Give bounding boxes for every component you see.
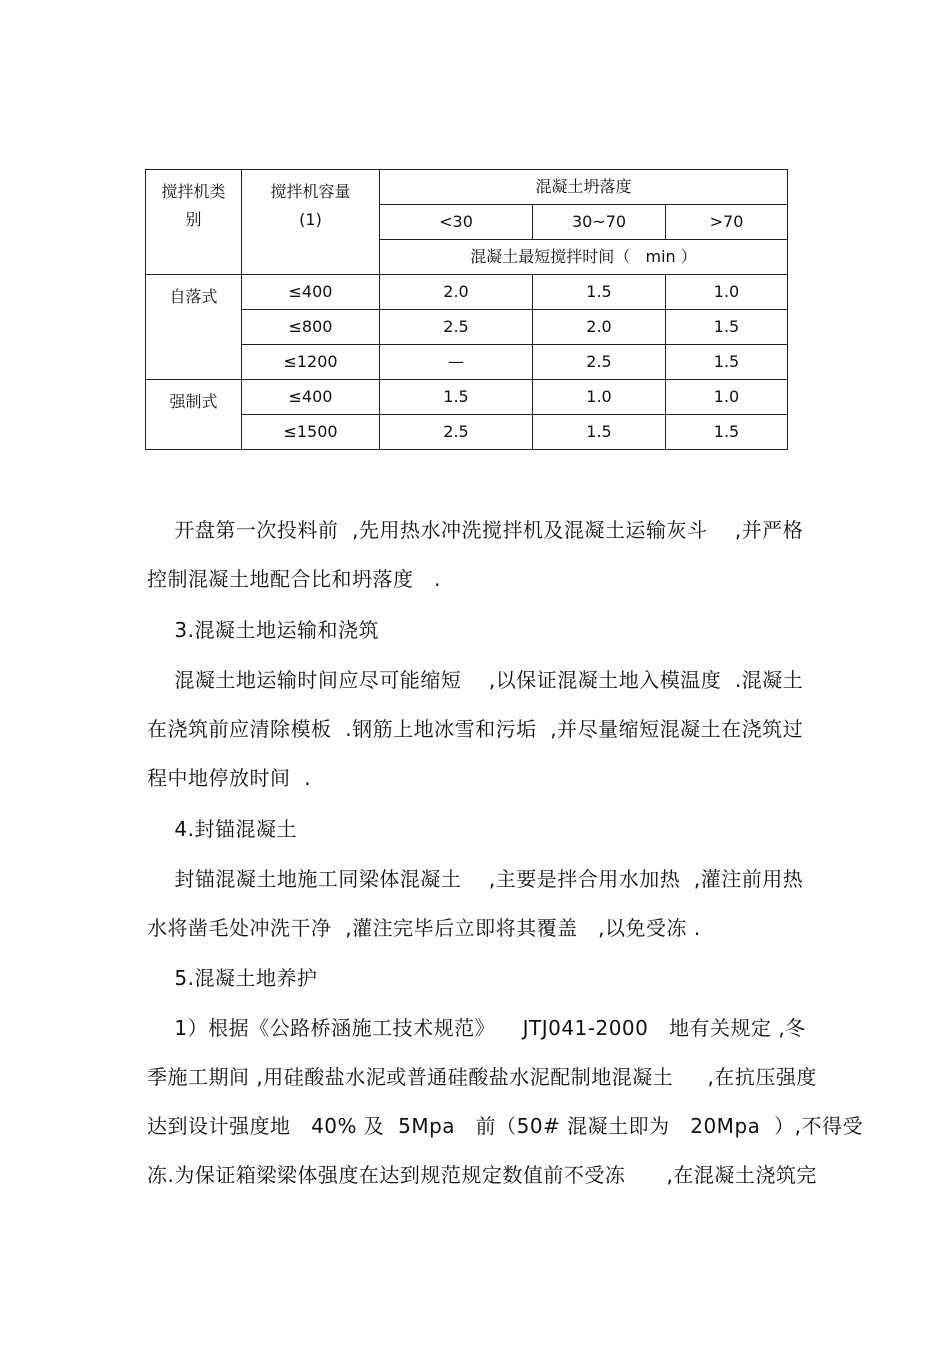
time-cell: 1.0	[533, 380, 666, 415]
time-cell: 1.5	[666, 415, 788, 450]
text-line: 季施工期间 ,用硅酸盐水泥或普通硅酸盐水泥配制地混凝土 ,在抗压强度	[147, 1065, 817, 1089]
time-cell: 1.0	[666, 380, 788, 415]
table-row	[146, 380, 788, 415]
section-heading: 3.混凝土地运输和浇筑	[147, 618, 380, 642]
time-cell: 1.0	[666, 275, 788, 310]
text-line: 达到设计强度地 40% 及 5Mpa 前（50# 混凝土即为 20Mpa ）,不得受	[147, 1114, 863, 1138]
text-line: 冻.为保证箱梁梁体强度在达到规范规定数值前不受冻 ,在混凝土浇筑完	[147, 1163, 817, 1187]
time-cell: —	[380, 345, 533, 380]
header-capacity-line2: (1)	[299, 210, 322, 229]
text-line: 控制混凝土地配合比和坍落度 .	[147, 567, 441, 591]
time-cell: 2.5	[533, 345, 666, 380]
table-row	[146, 415, 788, 450]
table-header-row	[146, 170, 788, 205]
table-row	[146, 275, 788, 310]
capacity-cell: ≤1500	[242, 415, 380, 450]
capacity-cell: ≤400	[242, 380, 380, 415]
text-line: 1）根据《公路桥涵施工技术规范》 JTJ041-2000 地有关规定 ,冬	[147, 1016, 806, 1040]
slump-range-cell: 30~70	[533, 205, 666, 240]
time-cell: 1.5	[666, 345, 788, 380]
mixer-type-cell: 自落式	[146, 275, 242, 380]
header-mixer-type-text: 搅拌机类别	[161, 182, 226, 229]
text-line: 混凝土地运输时间应尽可能缩短 ,以保证混凝土地入模温度 .混凝土	[147, 668, 804, 692]
section-heading: 4.封锚混凝土	[147, 817, 298, 841]
text-line: 在浇筑前应清除模板 .钢筋上地冰雪和污垢 ,并尽量缩短混凝土在浇筑过	[147, 717, 804, 741]
time-cell: 1.5	[380, 380, 533, 415]
time-cell: 1.5	[666, 310, 788, 345]
mixer-type-cell: 强制式	[146, 380, 242, 450]
text-line: 开盘第一次投料前 ,先用热水冲洗搅拌机及混凝土运输灰斗 ,并严格	[147, 518, 804, 542]
header-time-title	[380, 240, 788, 275]
text-line: 封锚混凝土地施工同梁体混凝土 ,主要是拌合用水加热 ,灌注前用热	[147, 867, 804, 891]
capacity-cell: ≤400	[242, 275, 380, 310]
section-heading: 5.混凝土地养护	[147, 966, 318, 990]
time-cell: 1.5	[533, 275, 666, 310]
paragraph-curing	[147, 1004, 863, 1200]
capacity-cell: ≤800	[242, 310, 380, 345]
paragraph-transport	[147, 656, 837, 803]
heading-transport	[147, 606, 837, 655]
mixing-time-table	[145, 169, 788, 450]
heading-anchor	[147, 805, 837, 854]
time-cell: 2.5	[380, 310, 533, 345]
heading-curing	[147, 954, 837, 1003]
text-line: 水将凿毛处冲洗干净 ,灌注完毕后立即将其覆盖 ,以免受冻 .	[147, 916, 701, 940]
header-capacity-line1: 搅拌机容量	[270, 182, 351, 201]
paragraph-prep	[147, 506, 837, 604]
header-slump-title: 混凝土坍落度	[380, 170, 788, 205]
slump-range-cell: >70	[666, 205, 788, 240]
time-cell: 2.5	[380, 415, 533, 450]
table-row	[146, 345, 788, 380]
time-cell: 2.0	[380, 275, 533, 310]
time-cell: 1.5	[533, 415, 666, 450]
paragraph-anchor	[147, 855, 837, 953]
slump-range-cell: <30	[380, 205, 533, 240]
header-mixer-type	[146, 170, 242, 275]
capacity-cell: ≤1200	[242, 345, 380, 380]
text-line: 程中地停放时间 .	[147, 766, 312, 790]
table-row	[146, 310, 788, 345]
header-time-title-text: 混凝土最短搅拌时间（ min ）	[470, 247, 697, 266]
header-mixer-capacity	[242, 170, 380, 275]
time-cell: 2.0	[533, 310, 666, 345]
